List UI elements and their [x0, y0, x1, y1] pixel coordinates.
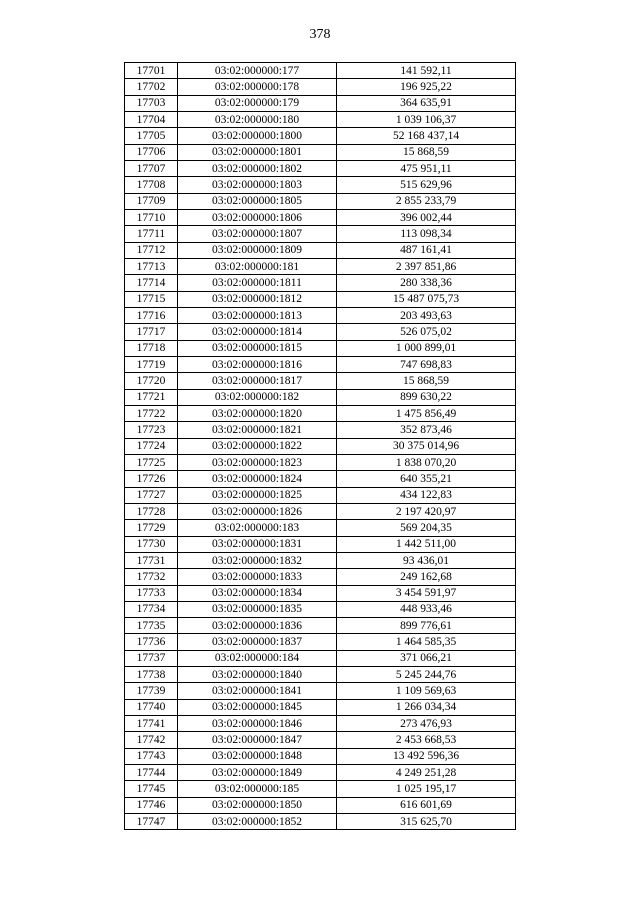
table-row [125, 503, 516, 519]
table-row [125, 128, 516, 144]
table-row [125, 422, 516, 438]
row-number-cell: 17742 [125, 732, 178, 748]
table-row [125, 716, 516, 732]
cadastral-number-cell: 03:02:000000:1815 [178, 340, 337, 356]
row-number-cell: 17729 [125, 520, 178, 536]
cadastral-value-cell: 2 197 420,97 [337, 503, 516, 519]
cadastral-number-cell: 03:02:000000:1852 [178, 814, 337, 830]
cadastral-value-cell: 899 776,61 [337, 618, 516, 634]
table-row [125, 209, 516, 225]
row-number-cell: 17701 [125, 63, 178, 79]
cadastral-number-cell: 03:02:000000:1820 [178, 405, 337, 421]
cadastral-value-cell: 616 601,69 [337, 797, 516, 813]
cadastral-value-cell: 640 355,21 [337, 471, 516, 487]
cadastral-value-cell: 280 338,36 [337, 275, 516, 291]
cadastral-number-cell: 03:02:000000:177 [178, 63, 337, 79]
table-row [125, 258, 516, 274]
cadastral-number-cell: 03:02:000000:1817 [178, 373, 337, 389]
row-number-cell: 17709 [125, 193, 178, 209]
row-number-cell: 17726 [125, 471, 178, 487]
row-number-cell: 17706 [125, 144, 178, 160]
cadastral-value-cell: 15 487 075,73 [337, 291, 516, 307]
cadastral-value-cell: 396 002,44 [337, 209, 516, 225]
cadastral-value-cell: 3 454 591,97 [337, 585, 516, 601]
cadastral-value-cell: 15 868,59 [337, 373, 516, 389]
cadastral-number-cell: 03:02:000000:183 [178, 520, 337, 536]
cadastral-value-cell: 2 397 851,86 [337, 258, 516, 274]
table-row [125, 324, 516, 340]
cadastral-value-cell: 1 838 070,20 [337, 454, 516, 470]
cadastral-value-cell: 487 161,41 [337, 242, 516, 258]
row-number-cell: 17714 [125, 275, 178, 291]
cadastral-number-cell: 03:02:000000:182 [178, 389, 337, 405]
table-row [125, 438, 516, 454]
cadastral-number-cell: 03:02:000000:1849 [178, 765, 337, 781]
table-row [125, 797, 516, 813]
cadastral-number-cell: 03:02:000000:185 [178, 781, 337, 797]
page-number: 378 [309, 27, 331, 42]
cadastral-number-cell: 03:02:000000:1800 [178, 128, 337, 144]
row-number-cell: 17733 [125, 585, 178, 601]
table-row [125, 177, 516, 193]
row-number-cell: 17732 [125, 569, 178, 585]
cadastral-value-cell: 5 245 244,76 [337, 667, 516, 683]
row-number-cell: 17722 [125, 405, 178, 421]
cadastral-value-cell: 371 066,21 [337, 650, 516, 666]
table-row [125, 781, 516, 797]
row-number-cell: 17743 [125, 748, 178, 764]
cadastral-number-cell: 03:02:000000:1805 [178, 193, 337, 209]
cadastral-number-cell: 03:02:000000:1825 [178, 487, 337, 503]
table-row [125, 699, 516, 715]
table-body [125, 63, 516, 830]
cadastral-value-cell: 475 951,11 [337, 160, 516, 176]
row-number-cell: 17703 [125, 95, 178, 111]
cadastral-value-cell: 30 375 014,96 [337, 438, 516, 454]
row-number-cell: 17704 [125, 111, 178, 127]
cadastral-value-cell: 569 204,35 [337, 520, 516, 536]
row-number-cell: 17712 [125, 242, 178, 258]
cadastral-number-cell: 03:02:000000:1822 [178, 438, 337, 454]
cadastral-number-cell: 03:02:000000:1811 [178, 275, 337, 291]
row-number-cell: 17735 [125, 618, 178, 634]
cadastral-number-cell: 03:02:000000:1832 [178, 552, 337, 568]
row-number-cell: 17717 [125, 324, 178, 340]
cadastral-number-cell: 03:02:000000:1833 [178, 569, 337, 585]
row-number-cell: 17731 [125, 552, 178, 568]
cadastral-number-cell: 03:02:000000:180 [178, 111, 337, 127]
cadastral-value-cell: 352 873,46 [337, 422, 516, 438]
table-row [125, 601, 516, 617]
table-row [125, 471, 516, 487]
cadastral-number-cell: 03:02:000000:1807 [178, 226, 337, 242]
table-row [125, 405, 516, 421]
table-row [125, 454, 516, 470]
row-number-cell: 17721 [125, 389, 178, 405]
cadastral-number-cell: 03:02:000000:1845 [178, 699, 337, 715]
cadastral-value-cell: 93 436,01 [337, 552, 516, 568]
row-number-cell: 17711 [125, 226, 178, 242]
row-number-cell: 17710 [125, 209, 178, 225]
row-number-cell: 17719 [125, 356, 178, 372]
cadastral-number-cell: 03:02:000000:1814 [178, 324, 337, 340]
cadastral-number-cell: 03:02:000000:1803 [178, 177, 337, 193]
cadastral-number-cell: 03:02:000000:1847 [178, 732, 337, 748]
table-row [125, 373, 516, 389]
table-row [125, 79, 516, 95]
row-number-cell: 17715 [125, 291, 178, 307]
cadastral-number-cell: 03:02:000000:1813 [178, 307, 337, 323]
table-row [125, 683, 516, 699]
cadastral-value-cell: 1 039 106,37 [337, 111, 516, 127]
cadastral-value-cell: 196 925,22 [337, 79, 516, 95]
cadastral-value-table [124, 62, 516, 830]
cadastral-number-cell: 03:02:000000:1823 [178, 454, 337, 470]
row-number-cell: 17737 [125, 650, 178, 666]
cadastral-value-cell: 249 162,68 [337, 569, 516, 585]
row-number-cell: 17702 [125, 79, 178, 95]
cadastral-value-cell: 4 249 251,28 [337, 765, 516, 781]
cadastral-number-cell: 03:02:000000:1802 [178, 160, 337, 176]
cadastral-number-cell: 03:02:000000:1809 [178, 242, 337, 258]
cadastral-number-cell: 03:02:000000:1801 [178, 144, 337, 160]
row-number-cell: 17725 [125, 454, 178, 470]
table-row [125, 95, 516, 111]
cadastral-value-cell: 1 464 585,35 [337, 634, 516, 650]
row-number-cell: 17718 [125, 340, 178, 356]
cadastral-value-cell: 113 098,34 [337, 226, 516, 242]
table-row [125, 732, 516, 748]
row-number-cell: 17705 [125, 128, 178, 144]
cadastral-number-cell: 03:02:000000:178 [178, 79, 337, 95]
cadastral-number-cell: 03:02:000000:1821 [178, 422, 337, 438]
cadastral-value-cell: 315 625,70 [337, 814, 516, 830]
table-row [125, 765, 516, 781]
row-number-cell: 17739 [125, 683, 178, 699]
row-number-cell: 17734 [125, 601, 178, 617]
table-row [125, 487, 516, 503]
cadastral-number-cell: 03:02:000000:1836 [178, 618, 337, 634]
row-number-cell: 17724 [125, 438, 178, 454]
cadastral-value-cell: 747 698,83 [337, 356, 516, 372]
row-number-cell: 17745 [125, 781, 178, 797]
cadastral-value-cell: 448 933,46 [337, 601, 516, 617]
cadastral-number-cell: 03:02:000000:179 [178, 95, 337, 111]
row-number-cell: 17747 [125, 814, 178, 830]
table-row [125, 618, 516, 634]
table-row [125, 226, 516, 242]
table-row [125, 814, 516, 830]
table-row [125, 275, 516, 291]
cadastral-number-cell: 03:02:000000:1826 [178, 503, 337, 519]
table-row [125, 307, 516, 323]
cadastral-value-cell: 15 868,59 [337, 144, 516, 160]
cadastral-value-cell: 434 122,83 [337, 487, 516, 503]
row-number-cell: 17730 [125, 536, 178, 552]
cadastral-number-cell: 03:02:000000:1835 [178, 601, 337, 617]
cadastral-value-cell: 1 025 195,17 [337, 781, 516, 797]
table-row [125, 536, 516, 552]
cadastral-value-cell: 52 168 437,14 [337, 128, 516, 144]
table-row [125, 634, 516, 650]
cadastral-number-cell: 03:02:000000:1846 [178, 716, 337, 732]
row-number-cell: 17727 [125, 487, 178, 503]
cadastral-value-cell: 273 476,93 [337, 716, 516, 732]
cadastral-number-cell: 03:02:000000:1824 [178, 471, 337, 487]
cadastral-value-cell: 515 629,96 [337, 177, 516, 193]
row-number-cell: 17708 [125, 177, 178, 193]
row-number-cell: 17716 [125, 307, 178, 323]
row-number-cell: 17740 [125, 699, 178, 715]
table-row [125, 569, 516, 585]
row-number-cell: 17744 [125, 765, 178, 781]
row-number-cell: 17723 [125, 422, 178, 438]
cadastral-value-cell: 1 442 511,00 [337, 536, 516, 552]
table-row [125, 340, 516, 356]
table-row [125, 160, 516, 176]
table-row [125, 650, 516, 666]
cadastral-number-cell: 03:02:000000:1831 [178, 536, 337, 552]
cadastral-number-cell: 03:02:000000:184 [178, 650, 337, 666]
row-number-cell: 17728 [125, 503, 178, 519]
table-row [125, 144, 516, 160]
cadastral-number-cell: 03:02:000000:1841 [178, 683, 337, 699]
table-row [125, 520, 516, 536]
table-row [125, 242, 516, 258]
cadastral-value-cell: 1 475 856,49 [337, 405, 516, 421]
cadastral-value-cell: 2 855 233,79 [337, 193, 516, 209]
cadastral-value-cell: 1 109 569,63 [337, 683, 516, 699]
row-number-cell: 17741 [125, 716, 178, 732]
cadastral-value-cell: 2 453 668,53 [337, 732, 516, 748]
cadastral-value-cell: 141 592,11 [337, 63, 516, 79]
table-row [125, 111, 516, 127]
row-number-cell: 17746 [125, 797, 178, 813]
row-number-cell: 17738 [125, 667, 178, 683]
cadastral-value-cell: 899 630,22 [337, 389, 516, 405]
table-row [125, 193, 516, 209]
row-number-cell: 17736 [125, 634, 178, 650]
row-number-cell: 17720 [125, 373, 178, 389]
row-number-cell: 17707 [125, 160, 178, 176]
cadastral-number-cell: 03:02:000000:1806 [178, 209, 337, 225]
cadastral-value-cell: 13 492 596,36 [337, 748, 516, 764]
table-row [125, 291, 516, 307]
cadastral-number-cell: 03:02:000000:1812 [178, 291, 337, 307]
cadastral-number-cell: 03:02:000000:181 [178, 258, 337, 274]
cadastral-value-cell: 1 000 899,01 [337, 340, 516, 356]
table-row [125, 585, 516, 601]
cadastral-value-cell: 364 635,91 [337, 95, 516, 111]
table-row [125, 748, 516, 764]
cadastral-value-cell: 526 075,02 [337, 324, 516, 340]
cadastral-number-cell: 03:02:000000:1850 [178, 797, 337, 813]
row-number-cell: 17713 [125, 258, 178, 274]
cadastral-number-cell: 03:02:000000:1848 [178, 748, 337, 764]
cadastral-number-cell: 03:02:000000:1834 [178, 585, 337, 601]
cadastral-number-cell: 03:02:000000:1816 [178, 356, 337, 372]
cadastral-number-cell: 03:02:000000:1840 [178, 667, 337, 683]
table-row [125, 63, 516, 79]
cadastral-number-cell: 03:02:000000:1837 [178, 634, 337, 650]
cadastral-value-cell: 203 493,63 [337, 307, 516, 323]
table-row [125, 667, 516, 683]
table-row [125, 552, 516, 568]
cadastral-value-cell: 1 266 034,34 [337, 699, 516, 715]
table-row [125, 389, 516, 405]
table-row [125, 356, 516, 372]
